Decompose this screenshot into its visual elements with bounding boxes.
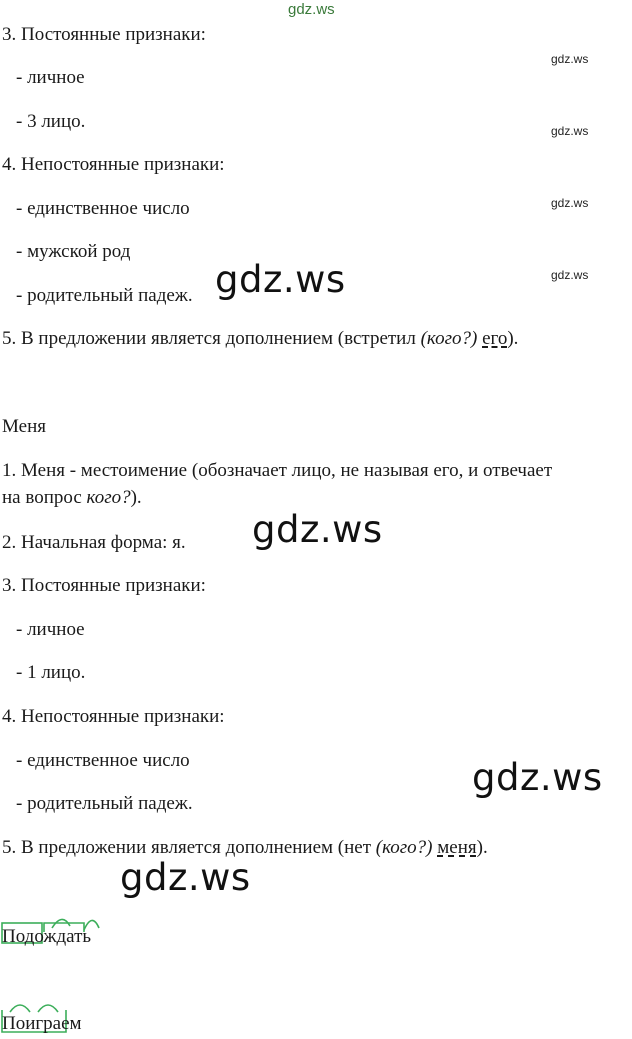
s2-feature-personal: - личное (16, 619, 85, 640)
watermark-large-4: gdz.ws (120, 856, 251, 899)
s1-syntax-text: 5. В предложении является дополнением (встретил (2, 328, 421, 349)
watermark-small-4: gdz.ws (551, 268, 589, 282)
word-poigraem: Поиграем (2, 1013, 82, 1034)
watermark-top: gdz.ws (288, 1, 335, 18)
s2-feature-number: - единственное число (16, 750, 190, 771)
s2-definition-line2 (2, 487, 142, 509)
word-podozhdat: Подождать (2, 926, 92, 947)
s2-definition-end: ). (130, 487, 142, 508)
watermark-small-3: gdz.ws (551, 196, 589, 210)
s1-variable-features-heading: 4. Непостоянные признаки: (2, 154, 225, 175)
s1-feature-person: - 3 лицо. (16, 111, 86, 132)
s1-syntax-word: его (482, 328, 508, 349)
root-mark-3 (10, 1005, 30, 1012)
s1-syntax-question: (кого?) (420, 328, 478, 349)
s2-definition-line1: 1. Меня - местоимение (обозначает лицо, не называя его, и отвечает (2, 460, 553, 481)
watermark-large-3: gdz.ws (472, 756, 603, 799)
s2-feature-person: - 1 лицо. (16, 662, 86, 683)
s1-feature-personal: - личное (16, 67, 85, 88)
watermark-small-2: gdz.ws (551, 124, 589, 138)
s2-syntax-word: меня (437, 837, 477, 858)
s2-definition-text: на вопрос (2, 487, 87, 508)
s2-syntax-question: (кого?) (375, 837, 433, 858)
s2-heading: Меня (2, 416, 46, 437)
s2-definition-question: кого? (86, 487, 131, 508)
s2-syntax-text: 5. В предложении является дополнением (нет (2, 837, 376, 858)
s2-syntax-end: ). (476, 837, 488, 858)
s1-syntax-role (2, 328, 518, 350)
s2-constant-features-heading: 3. Постоянные признаки: (2, 575, 206, 596)
s2-initial-form: 2. Начальная форма: я. (2, 532, 186, 553)
s1-constant-features-heading: 3. Постоянные признаки: (2, 24, 206, 45)
watermark-small-1: gdz.ws (551, 52, 589, 66)
root-mark-4 (38, 1005, 58, 1012)
s1-feature-number: - единственное число (16, 198, 190, 219)
watermark-large-1: gdz.ws (215, 258, 346, 301)
s2-feature-case: - родительный падеж. (16, 793, 193, 814)
s1-syntax-end: ). (507, 328, 519, 349)
watermark-large-2: gdz.ws (252, 508, 383, 551)
s2-variable-features-heading: 4. Непостоянные признаки: (2, 706, 225, 727)
s1-feature-case: - родительный падеж. (16, 285, 193, 306)
s1-feature-gender: - мужской род (16, 241, 131, 262)
